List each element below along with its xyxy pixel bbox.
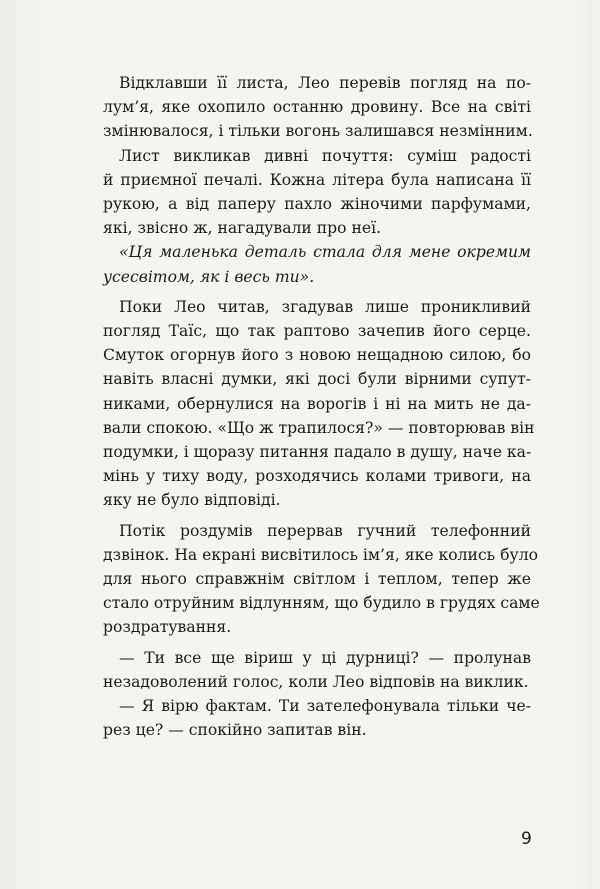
text-line: Поки Лео читав, згадував лише проникливий	[119, 297, 531, 316]
text-line: Потік роздумів перервав гучний телефонний	[119, 521, 531, 540]
text-line: Смуток огорнув його з новою нещадною силою, бо	[103, 346, 531, 365]
text-line: вали спокою. «Що ж трапилося?» — повторював він	[103, 418, 535, 437]
text-line: роздратування.	[103, 618, 232, 637]
text-line: погляд Таїс, що так раптово зачепив його серце.	[103, 322, 531, 341]
paragraph-7-dialogue	[103, 694, 531, 742]
text-line: Відклавши її листа, Лео перевів погляд на по-	[119, 74, 531, 92]
text-line: рез це? — спокійно запитав він.	[103, 721, 367, 740]
text-line: навіть власні думки, які досі були вірними супут-	[103, 370, 531, 389]
paragraph-2	[103, 144, 531, 241]
text-line: лум’я, яке охопило останню дровину. Все на світі	[103, 98, 531, 117]
text-line: усесвітом, як і весь ти».	[103, 267, 315, 286]
text-line: Лист викликав дивні почуття: суміш радості	[119, 146, 531, 165]
text-line: яку не було відповіді.	[103, 491, 281, 510]
text-line: незадоволений голос, коли Лео відповів на виклик.	[103, 672, 529, 691]
paragraph-4	[103, 295, 535, 513]
body-text	[103, 71, 540, 742]
text-line: стало отруйним відлунням, що будило в грудях саме	[103, 594, 540, 613]
text-line: никами, обернулися на ворогів і ні на мить не да-	[103, 394, 531, 413]
text-line: й приємної печалі. Кожна літера була написана її	[103, 170, 531, 189]
paragraph-1	[103, 71, 531, 144]
paragraph-3-quote	[103, 240, 531, 288]
paragraph-5	[103, 519, 540, 640]
text-line: — Ти все ще віриш у ці дурниці? — пролунав	[119, 648, 531, 667]
page-number: 9	[521, 829, 532, 849]
text-line: змінювалося, і тільки вогонь залишався незмінним.	[103, 122, 533, 141]
text-line: мінь у тиху воду, розходячись колами тривоги, на	[103, 467, 531, 486]
text-line: — Я вірю фактам. Ти зателефонувала тільки че-	[119, 697, 531, 716]
paragraph-6-dialogue	[103, 646, 531, 694]
text-line: дзвінок. На екрані висвітилось ім’я, яке колись було	[103, 545, 538, 564]
text-line: які, звісно ж, нагадували про неї.	[103, 219, 382, 238]
text-line: «Ця маленька деталь стала для мене окремим	[119, 243, 531, 262]
text-line: подумки, і щоразу питання падало в душу, наче ка-	[103, 443, 532, 462]
text-line: рукою, а від паперу пахло жіночими парфумами,	[103, 195, 531, 214]
text-line: для нього справжнім світлом і теплом, тепер же	[103, 570, 531, 589]
